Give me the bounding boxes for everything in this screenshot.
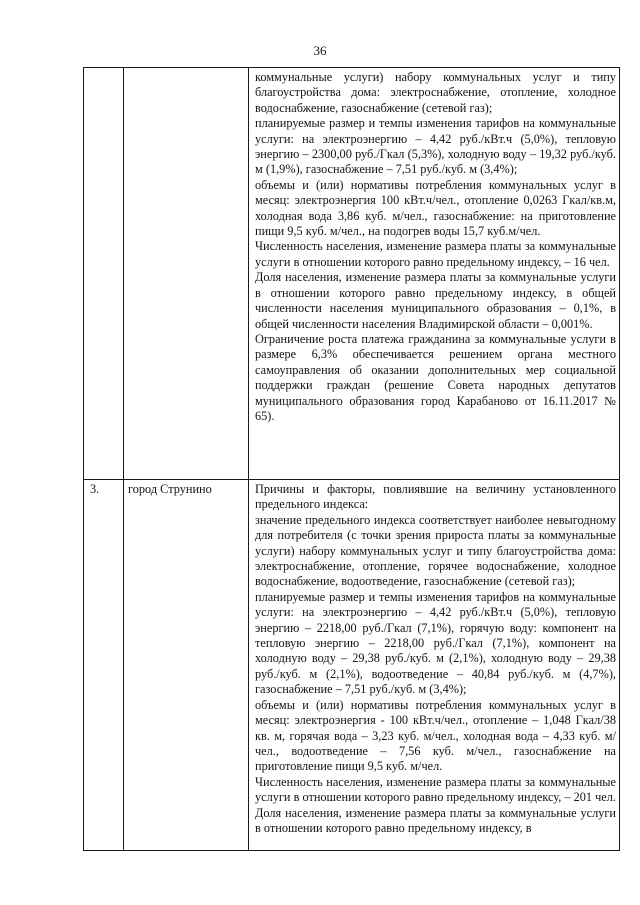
- paragraph: Причины и факторы, повлиявшие на величину установленного предельного индекса:: [255, 482, 616, 512]
- paragraph: значение предельного индекса соответствует наиболее невыгодному для потребителя (с точки зрения прироста платы за коммунальные услуги) набору коммунальных услуг и типу благоустройства дома: электроснабжение, отопление, горячее водоснабжение, холодное водоснабжение, водоотведение, газоснабжение (сетевой газ);: [255, 512, 616, 589]
- paragraph: Доля населения, изменение размера платы за коммунальные услуги в отношении которого равно предельному индексу, в общей численности населения муниципального образования – 0,1%, в общей численности населения Владимирской области – 0,001%.: [255, 270, 616, 331]
- tariff-table: [83, 67, 620, 851]
- paragraph: объемы и (или) нормативы потребления коммунальных услуг в месяц: электроэнергия 100 кВт.ч/чел., отопление 0,0263 Гкал/кв.м, холодная вода 3,86 куб. м/чел., газоснабжение: на приготовление пищи 9,5 куб. м/чел., на подогрев воды 15,7 куб.м/чел.: [255, 177, 616, 239]
- paragraph: Численность населения, изменение размера платы за коммунальные услуги в отношении которого равно предельному индексу, – 16 чел.: [255, 239, 616, 269]
- table-row: [84, 480, 620, 851]
- paragraph: Численность населения, изменение размера платы за коммунальные услуги в отношении которого равно предельному индексу, – 201 чел.: [255, 774, 616, 805]
- paragraph: коммунальные услуги) набору коммунальных услуг и типу благоустройства дома: электроснабжение, отопление, холодное водоснабжение, газоснабжение (сетевой газ);: [255, 70, 616, 115]
- description-cell: [249, 68, 620, 480]
- paragraph: Доля населения, изменение размера платы за коммунальные услуги в отношении которого равно предельному индексу, в: [255, 805, 616, 835]
- paragraph: объемы и (или) нормативы потребления коммунальных услуг в месяц: электроэнергия - 100 кВт.ч/чел., отопление – 1,048 Гкал/38 кв. м, горячая вода – 3,23 куб. м/чел., холодная вода – 4,33 куб. м/чел., водоотведение – 7,56 куб. м/чел., газоснабжение на приготовление пищи 9,5 куб. м/чел.: [255, 697, 616, 774]
- row-number-cell: 3.: [84, 480, 124, 851]
- paragraph: планируемые размер и темпы изменения тарифов на коммунальные услуги: на электроэнергию – 4,42 руб./кВт.ч (5,0%), тепловую энергию – 2218,00 руб./Гкал (7,1%), горячую воду: компонент на тепловую энергию – 2218,00 руб./Гкал (7,1%), компонент на холодную воду – 29,38 руб./куб. м (2,1%), холодную воду – 29,38 руб./куб. м (2,1%), водоотведение – 40,84 руб./куб. м (4,7%), газоснабжение – 7,51 руб./куб. м (3,4%);: [255, 589, 616, 697]
- paragraph: планируемые размер и темпы изменения тарифов на коммунальные услуги: на электроэнергию – 4,42 руб./кВт.ч (5,0%), тепловую энергию – 2300,00 руб./Гкал (5,3%), холодную воду – 19,32 руб./куб. м (1,9%), газоснабжение – 7,51 руб./куб. м (3,4%);: [255, 116, 616, 177]
- description-cell: [249, 480, 620, 851]
- municipality-name-cell: город Струнино: [124, 480, 249, 851]
- page-number: 36: [313, 43, 327, 58]
- table-row: [84, 68, 620, 480]
- municipality-name-cell: [124, 68, 249, 480]
- row-number-cell: [84, 68, 124, 480]
- paragraph: Ограничение роста платежа гражданина за коммунальные услуги в размере 6,3% обеспечивается решением органа местного самоуправления об оказании дополнительных мер социальной поддержки граждан (решение Совета народных депутатов муниципального образования город Карабаново от 16.11.2017 № 65).: [255, 331, 616, 423]
